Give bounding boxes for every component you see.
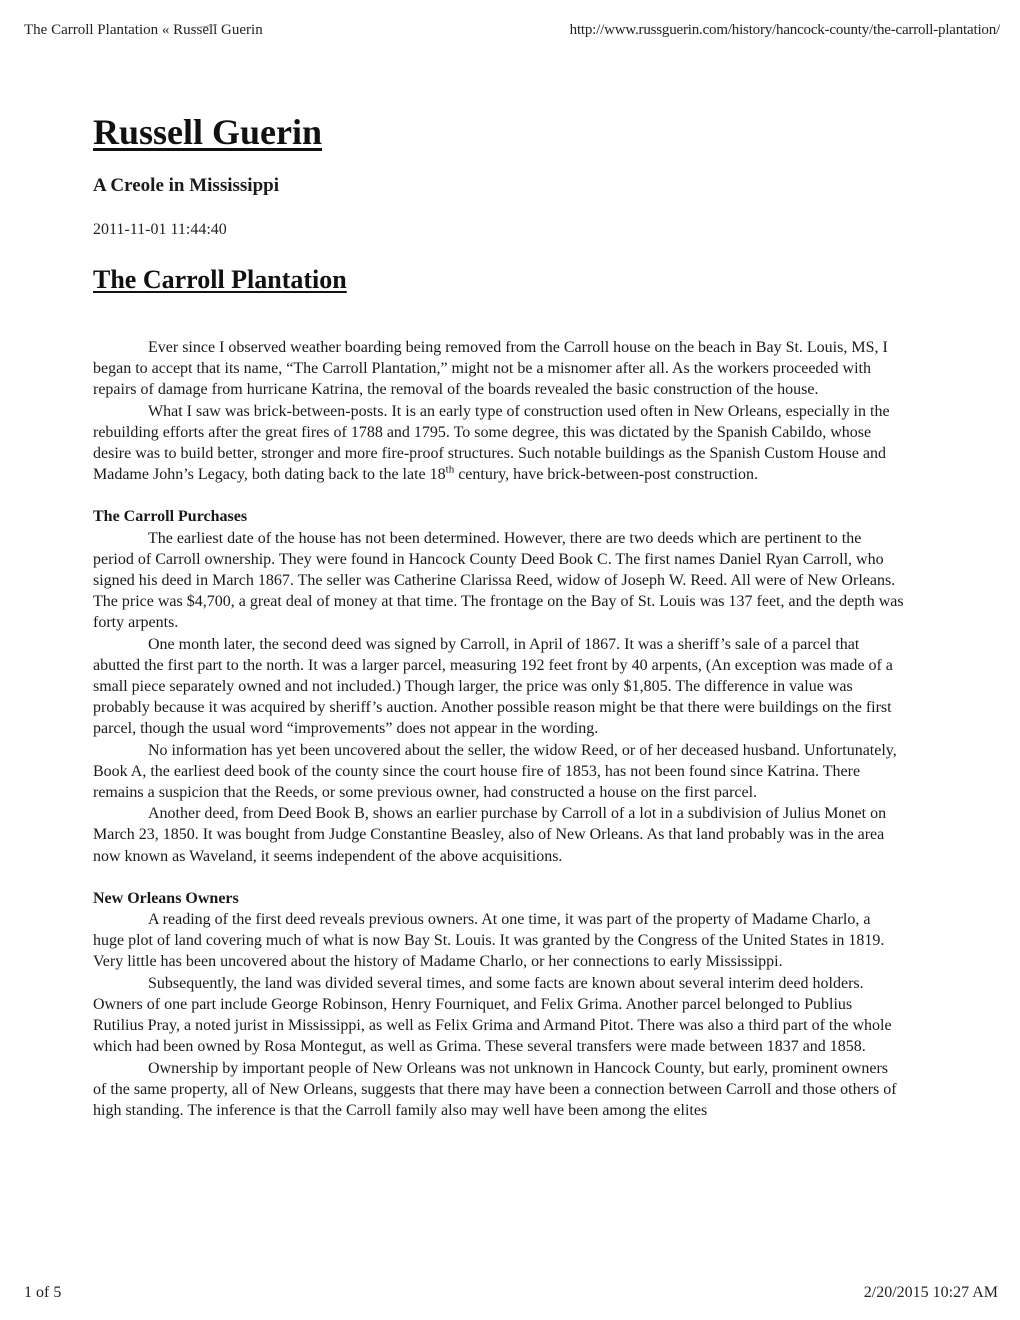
paragraph: Ownership by important people of New Orleans was not unknown in Hancock County, but early, prominent owners of the same property, all of New Orleans, suggests that there may have been a connection between Carroll and those others of high standing. The inference is that the Carroll family also may well have been among the elites bbox=[93, 1059, 897, 1119]
paragraph: Another deed, from Deed Book B, shows an earlier purchase by Carroll of a lot in a subdivision of Julius Monet on March 23, 1850. It was bought from Judge Constantine Beasley, also of New Orleans. As that land probably was in the area now known as Waveland, it seems independent of the above acquisitions. bbox=[93, 805, 887, 865]
paragraph: The earliest date of the house has not been determined. However, there are two deeds which are pertinent to the period of Carroll ownership. They were found in Hancock County Deed Book C. The first names Daniel Ryan Carroll, who signed his deed in March 1867. The seller was Catherine Clarissa Reed, widow of Joseph W. Reed. All were of New Orleans. The price was $4,700, a great deal of money at that time. The frontage on the Bay of St. Louis was 137 feet, and the depth was forty arpents. bbox=[93, 529, 904, 632]
site-title-link[interactable]: Russell Guerin bbox=[93, 112, 323, 152]
section-heading-new-orleans-owners: New Orleans Owners bbox=[93, 889, 239, 907]
paragraph: Subsequently, the land was divided several times, and some facts are known about several interim deed holders. Owners of one part include George Robinson, Henry Fourniquet, and Felix Grima. Another parcel belonged to Publius Rutilius Pray, a noted jurist in Mississippi, as well as Felix Grima and Armand Pitot. There was also a third part of the whole which had been owned by Rosa Montegut, as well as Grima. These several transfers were made between 1837 and 1858. bbox=[93, 974, 892, 1056]
print-header bbox=[24, 22, 1000, 44]
post-title-link[interactable]: The Carroll Plantation bbox=[93, 265, 347, 294]
print-datetime: 2/20/2015 10:27 AM bbox=[863, 1284, 998, 1301]
paragraph: One month later, the second deed was signed by Carroll, in April of 1867. It was a sheriff’s sale of a parcel that abutted the first part to the north. It was a larger parcel, measuring 192 feet front by 40 arpents, (An exception was made of a small piece separately owned and not included.) Though larger, the price was only $1,805. The difference in value was probably because it was acquired by sheriff’s auction. Another possible reason might be that there were buildings on the first parcel, though the usual word “improvements” does not appear in the wording. bbox=[93, 635, 893, 738]
paragraph-intro-1: Ever since I observed weather boarding being removed from the Carroll house on the beach in Bay St. Louis, MS, I began to accept that its name, “The Carroll Plantation,” might not be a misnomer after all. As the workers proceeded with repairs of damage from hurricane Katrina, the removal of the boards revealed the basic construction of the house. bbox=[93, 339, 888, 399]
print-page-title: The Carroll Plantation « Russell Guerin bbox=[24, 22, 263, 38]
article-content bbox=[93, 110, 905, 1121]
section-heading-carroll-purchases: The Carroll Purchases bbox=[93, 508, 248, 526]
paragraph-intro-2-text: What I saw was brick-between-posts. It is an early type of construction used often in New Orleans, especially in the rebuilding efforts after the great fires of 1788 and 1795. To some degree, this was dictated by the Spanish Cabildo, whose desire was to build better, stronger and more fire-proof structures. Such notable buildings as the Spanish Custom House and Madame John’s Legacy, both dating back to the late 18 bbox=[93, 402, 890, 484]
post-body bbox=[93, 337, 905, 1121]
paragraph: No information has yet been uncovered about the seller, the widow Reed, or of her deceased husband. Unfortunately, Book A, the earliest deed book of the county since the court house fire of 1853, has not been found since Katrina. There remains a suspicion that the Reeds, or some previous owner, had constructed a house on the first parcel. bbox=[93, 741, 897, 802]
paragraph-intro-2 bbox=[93, 401, 905, 486]
ordinal-superscript: th bbox=[445, 463, 455, 476]
page-count: 1 of 5 bbox=[24, 1284, 62, 1301]
paragraph: A reading of the first deed reveals previous owners. At one time, it was part of the property of Madame Charlo, a huge plot of land covering much of what is now Bay St. Louis. It was granted by the Congress of the United States in 1819. Very little has been uncovered about the history of Madame Charlo, or her connections to early Mississippi. bbox=[93, 911, 885, 971]
site-tagline: A Creole in Mississippi bbox=[93, 175, 279, 196]
post-timestamp: 2011-11-01 11:44:40 bbox=[93, 221, 227, 238]
print-url: http://www.russguerin.com/history/hancock-county/the-carroll-plantation/ bbox=[569, 22, 1000, 38]
print-footer bbox=[24, 1284, 998, 1306]
paragraph-intro-2-text-end: century, have brick-between-post construction. bbox=[454, 466, 758, 484]
